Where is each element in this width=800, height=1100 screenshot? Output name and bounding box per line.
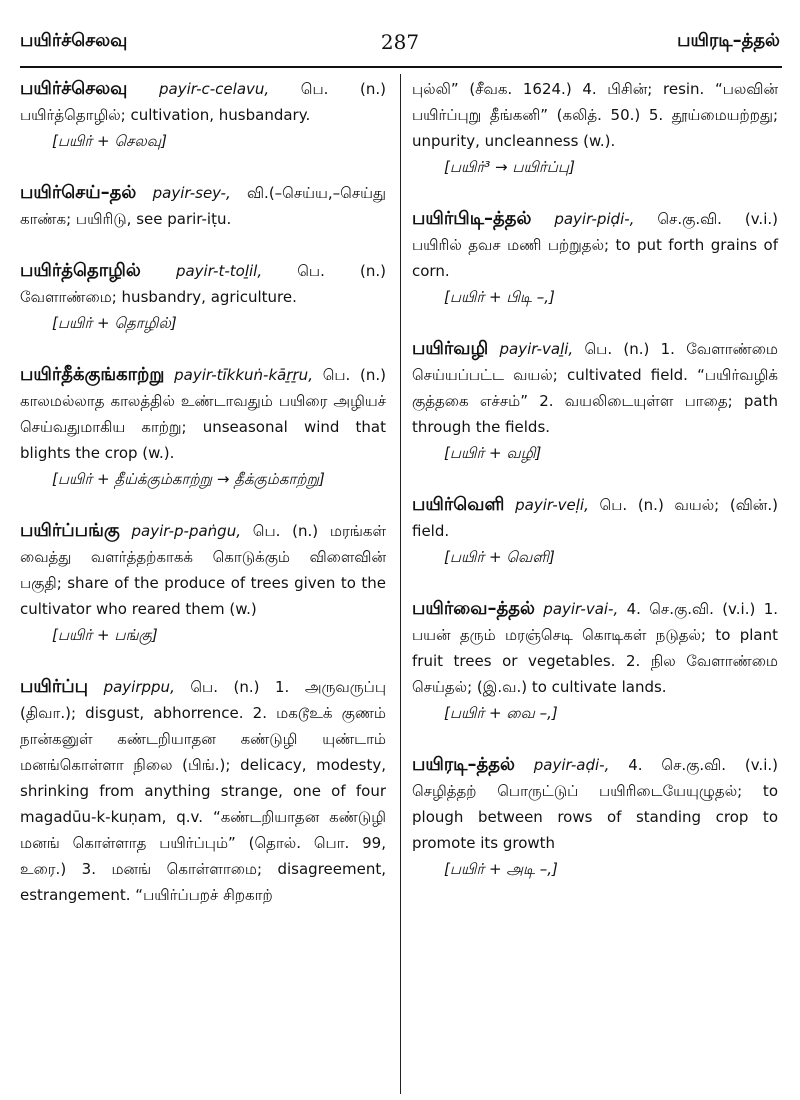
headword: பயிர்ப்பங்கு	[20, 520, 120, 541]
headword: பயிர்பிடி–த்தல்	[412, 208, 532, 229]
definition: புல்லி” (சீவக. 1624.) 4. பிசின்; resin. “பலவின் பயிர்ப்புறு தீங்கனி” (கலித். 50.) 5. தூய்மையற்றது; unpurity, uncleanness (w.).	[412, 80, 778, 150]
part-of-speech: பெ. (n.)	[322, 366, 386, 384]
headword: பயிர்செய்–தல்	[20, 182, 137, 203]
headword: பயிர்வழி	[412, 338, 489, 359]
entry-payir-pidi	[412, 206, 778, 310]
transliteration: payir-t-toḻil,	[175, 262, 263, 280]
entry-payir-tikkun-karru	[20, 362, 386, 492]
etymology: [பயிர் + அடி –,]	[444, 860, 558, 878]
transliteration: payirppu,	[103, 678, 175, 696]
definition: பயிர்த்தொழில்; cultivation, husbandary.	[20, 106, 311, 124]
entry-payir-vazhi	[412, 336, 778, 466]
left-column	[20, 76, 386, 934]
etymology: [பயிர் + பிடி –,]	[444, 288, 555, 306]
entry-payir-c-celavu	[20, 76, 386, 154]
headword: பயிர்த்தொழில்	[20, 260, 141, 281]
definition: 1. அருவருப்பு (திவா.); disgust, abhorrence. 2. மகடூஉக் குணம் நான்கனுள் கண்டறியாதன கண்டுழி யுண்டாம் மனங்கொள்ளா நிலை (பிங்.); delicacy, modesty, shrinking from anything strange, one of four magadūu-k-kuṇam, q.v. “கண்டறியாதன கண்டுழி மனங் கொள்ளாத பயிர்ப்பும்” (தொல். பொ. 99, உரை.) 3. மனங் கொள்ளாமை; disagreement, estrangement. “பயிர்ப்பறச் சிறகாற்	[20, 678, 386, 904]
etymology: [பயிர் + வை –,]	[444, 704, 558, 722]
definition: 1. பயன் தரும் மரஞ்செடி கொடிகள் நடுதல்; to plant fruit trees or vegetables. 2. நில வேளாண்மை செய்தல்; (இ.வ.) to cultivate lands.	[412, 600, 778, 696]
headword: பயிர்வை–த்தல்	[412, 598, 535, 619]
part-of-speech: பெ. (n.)	[252, 522, 319, 540]
definition: 1. வேளாண்மை செய்யப்பட்ட வயல்; cultivated field. “பயிர்வழிக் குத்தகை எச்சம்” 2. வயலிடையுள்ள பாதை; path through the fields.	[412, 340, 778, 436]
etymology: [பயிர் + செலவு]	[52, 132, 167, 150]
definition: பயிரில் தவச மணி பற்றுதல்; to put forth grains of corn.	[412, 236, 778, 280]
etymology: [பயிர் + வழி]	[444, 444, 542, 462]
entry-payir-veli	[412, 492, 778, 570]
entry-payir-t-tozhil	[20, 258, 386, 336]
entry-payir-sey	[20, 180, 386, 232]
entry-payirppu-continued	[412, 76, 778, 180]
page-number: 287	[380, 30, 420, 54]
entry-payir-vai	[412, 596, 778, 726]
transliteration: payir-veḷi,	[515, 496, 589, 514]
etymology: [பயிர் + தீய்க்கும்காற்று → தீக்கும்காற்று]	[52, 470, 325, 488]
etymology: [பயிர்³ → பயிர்ப்பு]	[444, 158, 575, 176]
transliteration: payir-aḍi-,	[533, 756, 610, 774]
headword: பயிரடி–த்தல்	[412, 754, 515, 775]
transliteration: payir-tīkkuṅ-kāṟṟu,	[174, 366, 313, 384]
etymology: [பயிர் + வெளி]	[444, 548, 555, 566]
column-divider	[400, 74, 401, 1094]
entry-payir-p-pangu	[20, 518, 386, 648]
running-header	[0, 0, 800, 70]
part-of-speech: பெ. (n.) வயல்; (வின்.) field.	[412, 496, 778, 540]
etymology: [பயிர் + பங்கு]	[52, 626, 158, 644]
etymology: [பயிர் + தொழில்]	[52, 314, 177, 332]
headword: பயிர்ச்செலவு	[20, 78, 128, 99]
headword: பயிர்ப்பு	[20, 676, 89, 697]
transliteration: payir-sey-,	[152, 184, 231, 202]
transliteration: payir-vaḻi,	[499, 340, 574, 358]
transliteration: payir-c-celavu,	[159, 80, 270, 98]
header-rule	[20, 66, 782, 68]
right-column	[412, 76, 778, 908]
guide-word-right: பயிரடி–த்தல்	[677, 30, 780, 51]
headword: பயிர்வெளி	[412, 494, 505, 515]
part-of-speech: வி.(–செய்ய,–செய்து காண்க; பயிரிடு, see parir-iṭu.	[20, 184, 386, 228]
entry-payir-adi	[412, 752, 778, 882]
definition: வேளாண்மை; husbandry, agriculture.	[20, 288, 297, 306]
entry-payirppu	[20, 674, 386, 908]
part-of-speech: பெ. (n.)	[190, 678, 260, 696]
definition: செழித்தற் பொருட்டுப் பயிரிடையேயுழுதல்; to plough between rows of standing crop to promote its growth	[412, 782, 778, 852]
transliteration: payir-piḍi-,	[554, 210, 635, 228]
transliteration: payir-p-paṅgu,	[131, 522, 241, 540]
part-of-speech: 4. செ.கு.வி. (v.i.)	[628, 756, 778, 774]
part-of-speech: செ.கு.வி. (v.i.)	[657, 210, 778, 228]
part-of-speech: பெ. (n.)	[300, 80, 386, 98]
definition: காலமல்லாத காலத்தில் உண்டாவதும் பயிரை அழியச் செய்வதுமாகிய காற்று; unseasonal wind that blights the crop (w.).	[20, 392, 386, 462]
part-of-speech: 4. செ.கு.வி. (v.i.)	[626, 600, 756, 618]
headword: பயிர்தீக்குங்காற்று	[20, 364, 165, 385]
transliteration: payir-vai-,	[543, 600, 619, 618]
guide-word-left: பயிர்ச்செலவு	[20, 30, 128, 51]
part-of-speech: பெ. (n.)	[297, 262, 386, 280]
part-of-speech: பெ. (n.)	[584, 340, 650, 358]
definition: மரங்கள் வைத்து வளர்த்தற்காகக் கொடுக்கும் விளைவின் பகுதி; share of the produce of trees given to the cultivator who reared them (w.)	[20, 522, 386, 618]
